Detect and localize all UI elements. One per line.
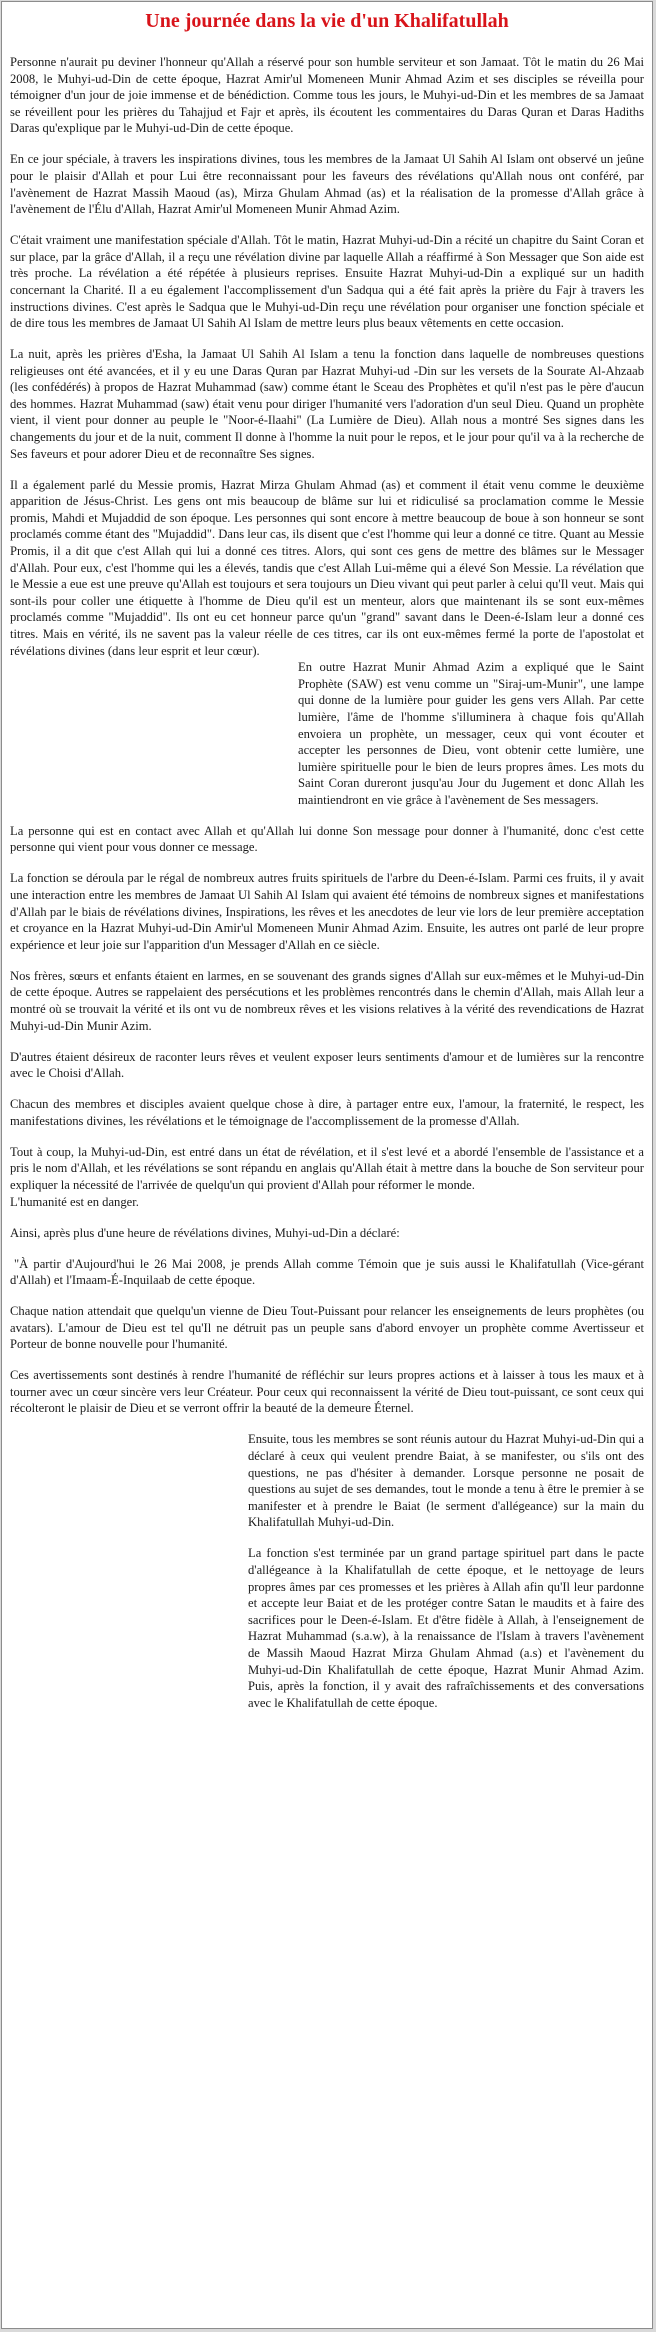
paragraph-2: En ce jour spéciale, à travers les inspirations divines, tous les membres de la Jamaat Ul Sahih Al Islam ont observé un jeûne pour le plaisir d'Allah et pour Lui être reconnaissant pour les faveurs des révélations qu'Allah nous ont conféré, par l'avènement de Hazrat Massih Maoud (as), Mirza Ghulam Ahmad (as) et la réalisation de la promesse d'Allah grâce à l'avènement de l'Élu d'Allah, Hazrat Amir'ul Momeneen Munir Ahmad Azim. (10, 152, 644, 217)
paragraph-3: C'était vraiment une manifestation spéciale d'Allah. Tôt le matin, Hazrat Muhyi-ud-Din a récité un chapitre du Saint Coran et sur place, par la grâce d'Allah, il a reçu une révélation divine par laquelle Allah a réaffirmé à Son Messager que Son aide est très proche. La révélation a été répétée à plusieurs reprises. Ensuite Hazrat Muhyi-ud-Din a expliqué sur un hadith concernant la Charité. Il a eu également l'accomplissement d'un Sadqua qui a été fait après la prière du Fajr à travers les instructions divines. C'est après le Sadqua que le Muhyi-ud-Din reçu une révélation pour organiser une fonction spéciale et de dire tous les membres de Jamaat Ul Sahih Al Islam de mettre leurs plus beaux vêtements en cette occasion. (10, 233, 644, 331)
paragraph-19-indented: La fonction s'est terminée par un grand partage spirituel part dans le pacte d'allégeance à la Khalifatullah de cette époque, et le nettoyage de leurs propres âmes par ces promesses et les prières à Allah afin qu'Il leur pardonne et accepte leur Baiat et de les protéger contre Satan le maudits et à faire des sacrifices pour le Deen-é-Islam. Et d'être fidèle à Allah, à l'enseignement de Hazrat Muhammad (s.a.w), à la renaissance de l'Islam à travers l'avènement de Massih Maoud Hazrat Mirza Ghulam Ahmad (a.s) et l'avènement du Muhyi-ud-Din Khalifatullah de cette époque, Hazrat Munir Ahmad Azim. Puis, après la fonction, il y avait des rafraîchissements et des conversations avec le Khalifatullah de cette époque. (248, 1546, 644, 1710)
declaration-quote: "À partir d'Aujourd'hui le 26 Mai 2008, je prends Allah comme Témoin que je suis aussi le Khalifatullah (Vice-gérant d'Allah) et l'Imaam-É-Inquilaab de cette époque. (10, 1256, 644, 1288)
paragraph-5: Il a également parlé du Messie promis, Hazrat Mirza Ghulam Ahmad (as) et comment il était venu comme le deuxième apparition de Jésus-Christ. Les gens ont mis beaucoup de blâme sur lui et ridiculisé sa proclamation comme le Messie promis, Mahdi et Mujaddid de son époque. Les personnes qui sont encore à mettre beaucoup de boue à son honneur se sont proclamés comme étant des "Mujaddid". Dans leur cas, ils disent que c'est l'homme qui leur a donné ce titre. Quant au Messie Promis, il a dit que c'est Allah qui lui a donné ces titres. Alors, qui sont ces gens de mettre des blâmes sur le Messager d'Allah. Pour eux, c'est l'homme qui les a élevés, tandis que c'est Allah Lui-même qui a élevé Son Messie. La révélation que le Messie a eue est une preuve qu'Allah est toujours et sera toujours un Dieu vivant qui peut parler à celui qu'Il veut. Mais qui sont-ils pour coller une étiquette à l'homme de Dieu qu'il est un menteur, alors que maintenant ils se sont eux-mêmes proclamés comme "Mujaddid". Ils ont eu cet honneur parce qu'un "grand" savant dans le Deen-é-Islam leur a donné ces titres. Mais en vérité, ils ne savent pas la valeur réelle de ces titres, car ils ont eux-mêmes fermé la porte de l'apostolat et révélations divines (dans leur esprit et leur cœur). (10, 477, 644, 658)
paragraph-11: Chacun des membres et disciples avaient quelque chose à dire, à partager entre eux, l'amour, la fraternité, le respect, les manifestations divines, les révélations et le témoignage de l'accomplissement de la promesse d'Allah. (10, 1097, 644, 1128)
paragraph-16: Chaque nation attendait que quelqu'un vienne de Dieu Tout-Puissant pour relancer les enseignements de leurs prophètes (ou avatars). L'amour de Dieu est tel qu'Il ne détruit pas un peuple sans d'abord envoyer un prophète comme Avertisseur et Porteur de bonne nouvelle pour l'humanité. (10, 1304, 644, 1352)
paragraph-10: D'autres étaient désireux de raconter leurs rêves et veulent exposer leurs sentiments d'amour et de lumières sur la rencontre avec le Choisi d'Allah. (10, 1049, 644, 1081)
paragraph-4: La nuit, après les prières d'Esha, la Jamaat Ul Sahih Al Islam a tenu la fonction dans laquelle de nombreuses questions religieuses ont été avancées, et il y eu une Daras Quran par Hazrat Muhyi-ud -Din sur les versets de la Sourate Al-Ahzaab (les confédérés) à propos de Hazrat Muhammad (saw) comme étant le Sceau des Prophètes et qu'il n'est pas le père d'aucun des hommes. Hazrat Muhammad (saw) était venu pour diriger l'humanité vers l'adoration d'un seul Dieu. Quand un prophète vient, il vient pour donner au peuple le "Noor-é-Ilaahi" (La Lumière de Dieu). Allah nous a montré Ses signes dans les changements du jour et de la nuit, comment Il donne à l'homme la nuit pour le repos, et le jour pour qu'il va à la recherche de Ses faveurs et pour adorer Dieu et de reconnaître Ses signes. (10, 347, 644, 461)
paragraph-1: Personne n'aurait pu deviner l'honneur qu'Allah a réservé pour son humble serviteur et son Jamaat. Tôt le matin du 26 Mai 2008, le Muhyi-ud-Din de cette époque, Hazrat Amir'ul Momeneen Munir Ahmad Azim et ses disciples se réveilla pour témoigner d'un jour de joie immense et de bénédiction. Comme tous les jours, le Muhyi-ud-Din et les membres de sa Jamaat se réveillent pour les prières du Tahajjud et Fajr et après, ils écoutent les commentaires du Daras Quran et Daras Hadiths Daras qu'explique par le Muhyi-ud-Din de cette époque. (10, 55, 644, 136)
paragraph-9: Nos frères, sœurs et enfants étaient en larmes, en se souvenant des grands signes d'Allah sur eux-mêmes et le Muhyi-ud-Din de cette époque. Autres se rappelaient des persécutions et les problèmes rencontrés dans le chemin d'Allah, mais Allah leur a montré où se trouvait la vérité et ils ont vu de nombreux rêves et les visions relatives à la vérité des revendications de Hazrat Muhyi-ud-Din Munir Azim. (10, 968, 644, 1033)
article-title: Une journée dans la vie d'un Khalifatullah (145, 10, 509, 32)
paragraph-13: L'humanité est en danger. (10, 1194, 139, 1209)
article-body (10, 8, 644, 2328)
article-frame (1, 1, 653, 2329)
paragraph-12: Tout à coup, la Muhyi-ud-Din, est entré dans un état de révélation, et il s'est levé et a abordé l'ensemble de l'assistance et a pris le nom d'Allah, et les révélations se sont répandu en anglais qu'Allah était à mettre dans la bouche de Son serviteur pour expliquer la nécessité de l'arrivée de quelqu'un qui provient d'Allah pour réformer le monde. (10, 1144, 644, 1192)
paragraph-8: La fonction se déroula par le régal de nombreux autres fruits spirituels de l'arbre du Deen-é-Islam. Parmi ces fruits, il y avait une interaction entre les membres de Jamaat Ul Sahih Al Islam qui avaient été témoins de nombreux signes et manifestations d'Allah par le biais de révélations divines, Inspirations, les rêves et les anecdotes de leur vie lors de leur première acceptation et croyance en la Hazrat Muhyi-ud-Din Amir'ul Momeneen Munir Ahmad Azim. Ensuite, les autres ont parlé de leur propre expérience et leur joie sur l'apparition d'un Messager d'Allah en ce siècle. (10, 871, 644, 952)
paragraph-18-indented: Ensuite, tous les membres se sont réunis autour du Hazrat Muhyi-ud-Din qui a déclaré à ceux qui veulent prendre Baiat, à se manifester, ou s'ils ont des questions, ne pas d'hésiter à demander. Lorsque personne ne posait de questions au sujet de ses demandes, tout le monde a tenu à être le premier à se manifester et à prendre le Baiat (le serment d'allégeance) sur la main du Khalifatullah Muhyi-ud-Din. (248, 1432, 644, 1530)
paragraph-6-indented: En outre Hazrat Munir Ahmad Azim a expliqué que le Saint Prophète (SAW) est venu comme un "Siraj-um-Munir", une lampe qui donne de la lumière pour guider les gens vers Allah. Par cette lumière, l'âme de l'homme s'illuminera à chaque fois qu'Allah envoiera un prophète, un messager, ceux qui vont écouter et accepter les personnes de Dieu, vont obtenir cette lumière, une lumière spirituelle pour le bien de leurs propres âmes. Les mots du Saint Coran dureront jusqu'au Jour du Jugement et donc Allah les maintiendront en vie grâce à l'avènement de Ses messagers. (298, 660, 644, 807)
paragraph-17: Ces avertissements sont destinés à rendre l'humanité de réfléchir sur leurs propres actions et à laisser à tous les maux et à tourner avec un cœur sincère vers leur Créateur. Pour ceux qui reconnaissent la vérité de Dieu tout-puissant, ce sont ceux qui récolteront le plaisir de Dieu et se verront offrir la beauté de la demeure Éternel. (10, 1368, 644, 1416)
paragraph-14: Ainsi, après plus d'une heure de révélations divines, Muhyi-ud-Din a déclaré: (10, 1225, 400, 1240)
paragraph-7: La personne qui est en contact avec Allah et qu'Allah lui donne Son message pour donner à l'humanité, donc c'est cette personne qui vient pour vous donner ce message. (10, 823, 644, 855)
